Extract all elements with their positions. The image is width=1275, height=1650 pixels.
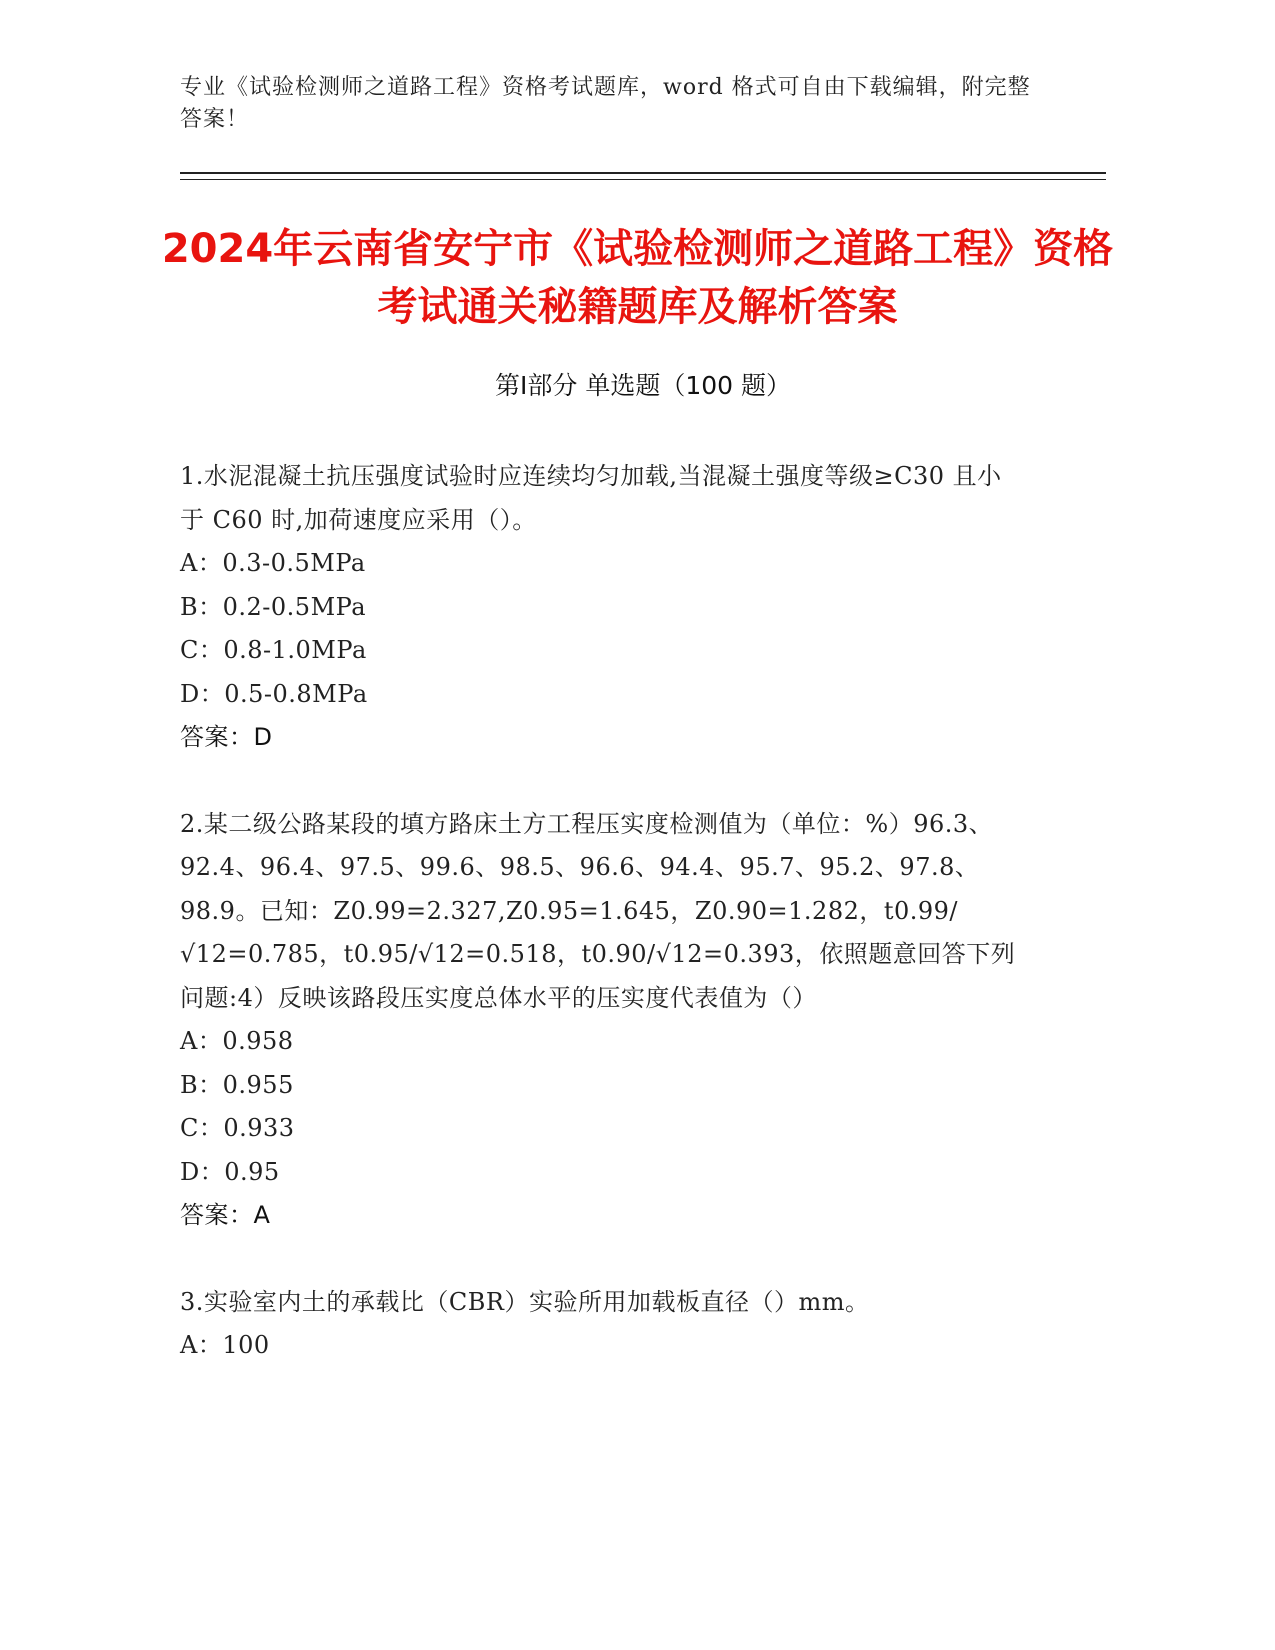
option-a: A：100 bbox=[180, 1331, 270, 1359]
question-text: 3.实验室内土的承载比（CBR）实验所用加载板直径（）mm。 bbox=[180, 1287, 870, 1316]
question-3 bbox=[180, 1281, 1020, 1368]
question-list bbox=[180, 455, 1020, 1411]
answer: 答案：D bbox=[180, 723, 273, 751]
option-b: B：0.955 bbox=[180, 1070, 294, 1099]
option-c: C：0.8-1.0MPa bbox=[180, 636, 367, 664]
option-d: D：0.5-0.8MPa bbox=[180, 679, 368, 708]
answer: 答案：A bbox=[180, 1201, 271, 1229]
option-a: A：0.3-0.5MPa bbox=[180, 549, 366, 577]
header-divider-thick bbox=[180, 172, 1106, 174]
option-c: C：0.933 bbox=[180, 1114, 295, 1142]
header-divider-thin bbox=[180, 179, 1106, 180]
header-note: 专业《试验检测师之道路工程》资格考试题库，word 格式可自由下载编辑，附完整答案！ bbox=[180, 75, 1031, 132]
option-a: A：0.958 bbox=[180, 1027, 294, 1055]
question-text: 2.某二级公路某段的填方路床土方工程压实度检测值为（单位：%）96.3、92.4、96.4、97.5、99.6、98.5、96.6、94.4、95.7、95.2、97.8、98.9。已知：Z0.99=2.327,Z0.95=1.645，Z0.90=1.282，t0.99/√12=0.785，t0.95/√12=0.518，t0.90/√12=0.393，依照题意回答下列问题:4）反映该路段压实度总体水平的压实度代表值为（） bbox=[180, 809, 1016, 1012]
option-d: D：0.95 bbox=[180, 1157, 280, 1186]
document-title: 2024年云南省安宁市《试验检测师之道路工程》资格考试通关秘籍题库及解析答案 bbox=[161, 226, 1114, 330]
question-text: 1.水泥混凝土抗压强度试验时应连续均匀加载,当混凝土强度等级≥C30 且小于 C60 时,加荷速度应采用（）。 bbox=[180, 462, 1002, 534]
question-1 bbox=[180, 455, 1020, 760]
option-b: B：0.2-0.5MPa bbox=[180, 592, 367, 621]
question-2 bbox=[180, 803, 1020, 1238]
section-title: 第Ⅰ部分 单选题（100 题） bbox=[495, 371, 791, 400]
